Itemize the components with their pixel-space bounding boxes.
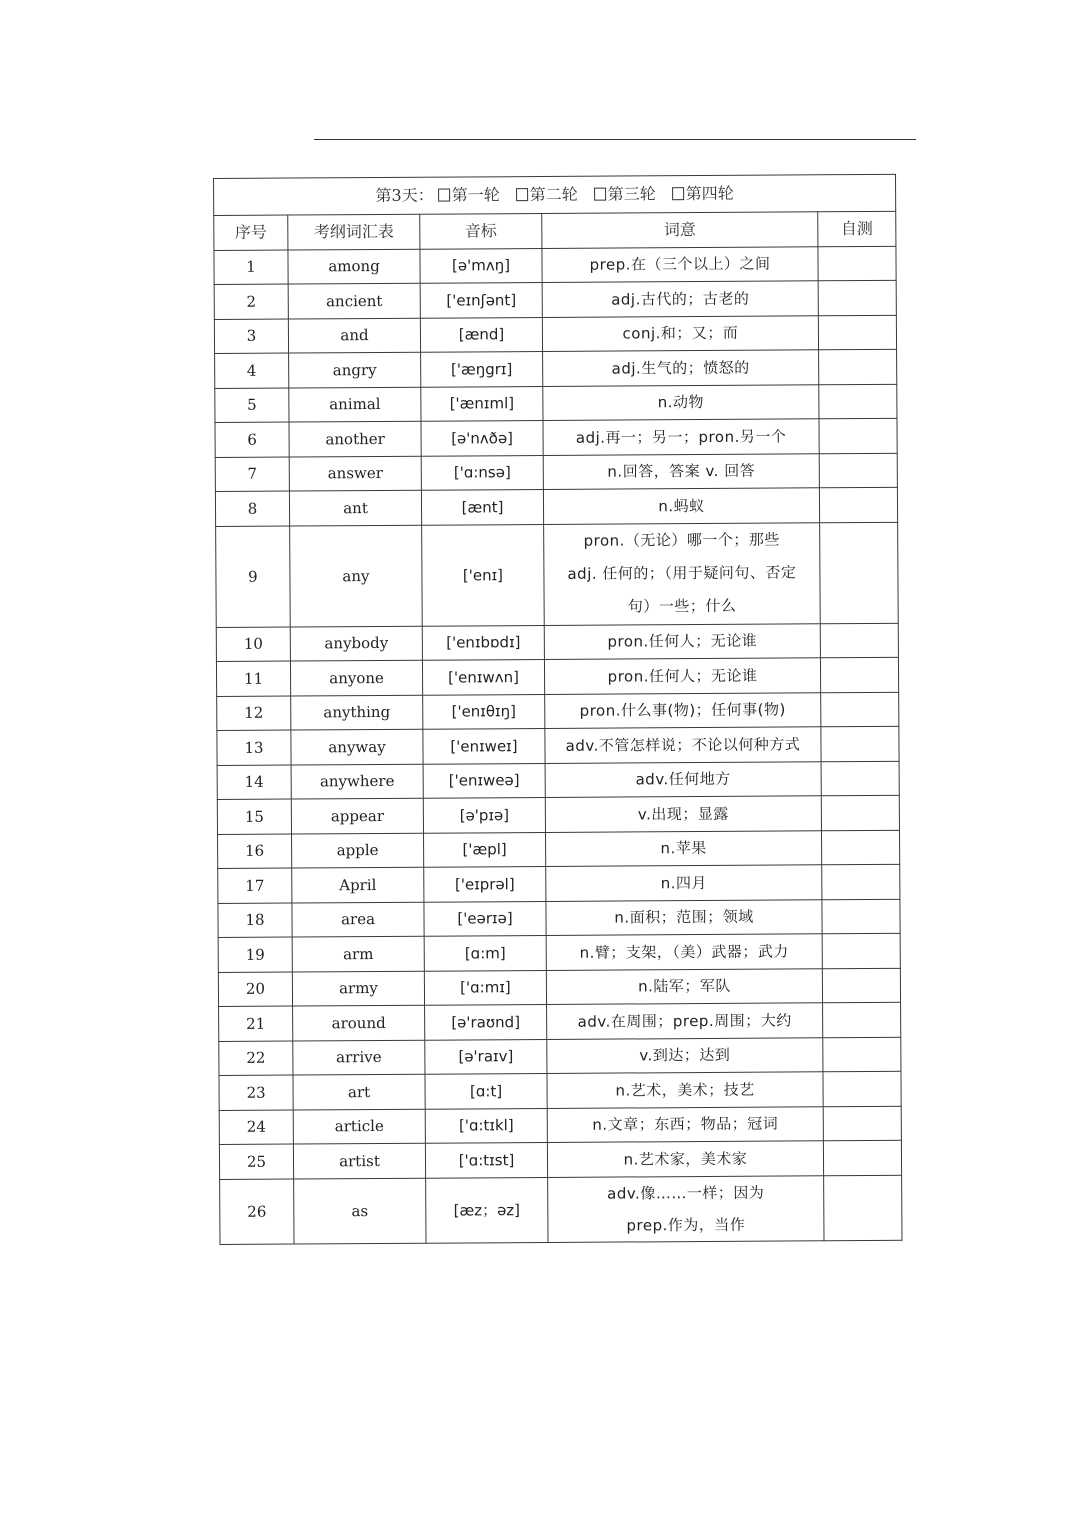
row-meaning: n.回答，答案 v. 回答 [543,453,819,489]
row-meaning: v.出现；显露 [545,796,821,832]
column-header-meaning: 词意 [542,212,818,248]
row-self-test[interactable] [820,623,898,658]
vocab-sheet [213,174,902,1245]
table-row [215,453,897,492]
row-number: 17 [218,868,292,903]
table-row [219,1071,901,1110]
table-row [220,1175,902,1244]
row-number: 21 [219,1006,293,1041]
row-meaning: n.臂；支架，（美）武器；武力 [546,934,822,970]
column-header-self-test: 自测 [818,211,896,246]
row-meaning: n.文章；东西；物品；冠词 [547,1106,823,1142]
row-number: 23 [219,1075,293,1110]
row-self-test[interactable] [823,1071,901,1106]
row-self-test[interactable] [818,315,896,350]
row-phonetic: ['eərɪə] [424,901,546,936]
row-number: 15 [217,799,291,834]
row-word: arm [292,936,424,971]
meaning-line: prep.作为，当作 [626,1215,746,1234]
meaning-line: 句）一些；什么 [627,596,737,616]
table-row [215,418,897,457]
row-self-test[interactable] [823,1140,901,1175]
row-meaning: adj.古代的；古老的 [542,281,818,317]
row-self-test[interactable] [818,246,896,281]
table-row [219,1140,901,1179]
row-word: article [293,1109,425,1144]
row-self-test[interactable] [820,657,898,692]
row-self-test[interactable] [819,384,897,419]
row-meaning [548,1175,824,1242]
row-number: 7 [215,457,289,492]
row-word: ancient [288,283,420,318]
row-number: 13 [217,730,291,765]
row-self-test[interactable] [819,349,897,384]
row-meaning: n.四月 [546,865,822,901]
row-number: 3 [214,319,288,354]
round-3-label: 第三轮 [607,184,656,204]
row-self-test[interactable] [823,1106,901,1141]
row-phonetic: ['ɑ:nsə] [421,455,543,490]
row-phonetic: [æz；əz] [426,1177,548,1243]
table-row [215,487,897,526]
row-word: art [293,1074,425,1109]
meaning-line: adv.像……一样；因为 [607,1183,765,1203]
row-number: 16 [218,834,292,869]
table-row [214,315,896,354]
row-meaning: adj.生气的；愤怒的 [543,350,819,386]
row-word: among [288,249,420,284]
row-number: 25 [219,1144,293,1179]
row-meaning: adv.不管怎样说；不论以何种方式 [545,727,821,763]
row-number: 1 [214,250,288,285]
row-number: 18 [218,903,292,938]
row-phonetic: ['ænɪml] [421,386,543,421]
table-row [216,522,899,627]
row-number: 22 [219,1041,293,1076]
row-number: 12 [217,696,291,731]
table-row [214,280,896,319]
round-2-label: 第二轮 [529,185,578,205]
meaning-line: pron.（无论）哪一个；那些 [583,530,780,550]
row-meaning: n.苹果 [546,830,822,866]
row-self-test[interactable] [819,487,897,522]
row-self-test[interactable] [821,692,899,727]
row-meaning: n.蚂蚁 [543,488,819,524]
day-header [214,174,896,215]
row-word: anyway [291,729,423,764]
row-number: 10 [216,627,290,662]
row-number: 24 [219,1110,293,1145]
row-self-test[interactable] [819,453,897,488]
table-row [218,933,900,972]
row-word: army [292,971,424,1006]
column-header-word: 考纲词汇表 [288,214,420,249]
top-rule [314,139,916,140]
row-self-test[interactable] [819,418,897,453]
row-word: answer [289,456,421,491]
row-meaning: adj.再一；另一；pron.另一个 [543,419,819,455]
row-meaning: pron.什么事(物)；任何事(物) [545,692,821,728]
row-self-test[interactable] [823,1002,901,1037]
row-word: angry [289,352,421,387]
row-meaning: pron.任何人；无论谁 [544,623,820,659]
row-phonetic: ['enɪθɪŋ] [423,694,545,729]
row-meaning: adv.任何地方 [545,761,821,797]
row-word: any [290,525,423,627]
row-word: arrive [293,1040,425,1075]
row-phonetic: ['eɪprəl] [424,866,546,901]
title-row [214,174,896,215]
row-self-test[interactable] [818,280,896,315]
row-phonetic: ['enɪwʌn] [422,659,544,694]
row-word: area [292,902,424,937]
row-meaning: conj.和；又；而 [542,315,818,351]
row-meaning: prep.在（三个以上）之间 [542,246,818,282]
row-phonetic: [ə'raʊnd] [425,1004,547,1039]
row-self-test[interactable] [821,726,899,761]
row-self-test[interactable] [824,1175,902,1240]
row-phonetic: [ə'pɪə] [423,797,545,832]
table-row [217,795,899,834]
row-meaning: adv.在周围；prep.周围；大约 [547,1003,823,1039]
round-3-checkbox[interactable] [594,188,606,201]
row-word: apple [292,833,424,868]
row-self-test[interactable] [822,899,900,934]
round-1-checkbox[interactable] [438,189,450,202]
table-row [217,761,899,800]
row-number: 8 [215,491,289,526]
row-phonetic: ['æŋgrɪ] [421,351,543,386]
row-phonetic: ['enɪbɒdɪ] [422,625,544,660]
table-row [218,968,900,1007]
row-phonetic: ['æpl] [424,832,546,867]
table-row [215,384,897,423]
row-meaning: n.动物 [543,384,819,420]
row-word: April [292,867,424,902]
row-number: 26 [220,1179,294,1244]
round-4-label: 第四轮 [685,184,734,204]
row-word: and [288,318,420,353]
table-row [216,657,898,696]
row-number: 4 [215,353,289,388]
row-meaning [544,522,821,625]
row-meaning: n.艺术，美术；技艺 [547,1072,823,1108]
row-phonetic: ['ɑ:tɪst] [425,1142,547,1177]
row-self-test[interactable] [822,933,900,968]
vocab-table [213,174,903,1245]
row-word: appear [291,798,423,833]
row-word: anybody [290,626,422,661]
row-word: another [289,421,421,456]
row-word: anyone [290,660,422,695]
row-number: 5 [215,388,289,423]
row-phonetic: [ə'raɪv] [425,1039,547,1074]
row-phonetic: [ænd] [420,317,542,352]
table-row [215,349,897,388]
table-row [218,899,900,938]
column-header-phonetic: 音标 [420,213,542,248]
column-header-number: 序号 [214,215,288,250]
row-word: anywhere [291,764,423,799]
row-self-test[interactable] [820,522,899,623]
row-number: 19 [218,937,292,972]
row-number: 9 [216,526,291,627]
round-4-checkbox[interactable] [672,188,684,201]
vocab-rows [214,246,902,1244]
row-word: ant [289,490,421,525]
table-row [216,623,898,662]
row-word: anything [291,695,423,730]
row-phonetic: ['ɑ:tɪkl] [425,1108,547,1143]
table-row [214,246,896,285]
table-row [219,1002,901,1041]
row-number: 20 [218,972,292,1007]
row-number: 11 [216,661,290,696]
table-row [219,1106,901,1145]
row-meaning: n.艺术家，美术家 [547,1141,823,1177]
day-label: 第3天： [375,186,434,206]
round-2-checkbox[interactable] [516,188,528,201]
row-phonetic: ['ɑ:mɪ] [424,970,546,1005]
row-number: 6 [215,422,289,457]
meaning-line: adj. 任何的；（用于疑问句、否定 [567,563,797,583]
row-self-test[interactable] [822,864,900,899]
row-word: artist [293,1143,425,1178]
row-self-test[interactable] [821,761,899,796]
table-row [217,692,899,731]
row-phonetic: [ə'mʌŋ] [420,248,542,283]
row-meaning: v.到达；达到 [547,1037,823,1073]
row-phonetic: ['enɪ] [422,524,545,626]
row-phonetic: [ɑ:m] [424,935,546,970]
round-1-label: 第一轮 [451,185,500,205]
table-row [217,726,899,765]
table-row [218,864,900,903]
row-self-test[interactable] [822,968,900,1003]
row-self-test[interactable] [821,795,899,830]
row-phonetic: ['eɪnʃənt] [420,282,542,317]
row-meaning: n.陆军；军队 [546,968,822,1004]
row-phonetic: ['enɪweə] [423,763,545,798]
row-meaning: n.面积；范围；领域 [546,899,822,935]
row-word: animal [289,387,421,422]
table-row [219,1037,901,1076]
column-header-row [214,211,896,250]
row-phonetic: ['enɪweɪ] [423,728,545,763]
table-row [218,830,900,869]
row-phonetic: [ɑ:t] [425,1073,547,1108]
row-meaning: pron.任何人；无论谁 [544,658,820,694]
row-number: 14 [217,765,291,800]
row-number: 2 [214,284,288,319]
row-self-test[interactable] [821,830,899,865]
row-phonetic: [ə'nʌðə] [421,420,543,455]
row-self-test[interactable] [823,1037,901,1072]
row-phonetic: [ænt] [421,489,543,524]
row-word: around [293,1005,425,1040]
row-word: as [294,1178,426,1244]
